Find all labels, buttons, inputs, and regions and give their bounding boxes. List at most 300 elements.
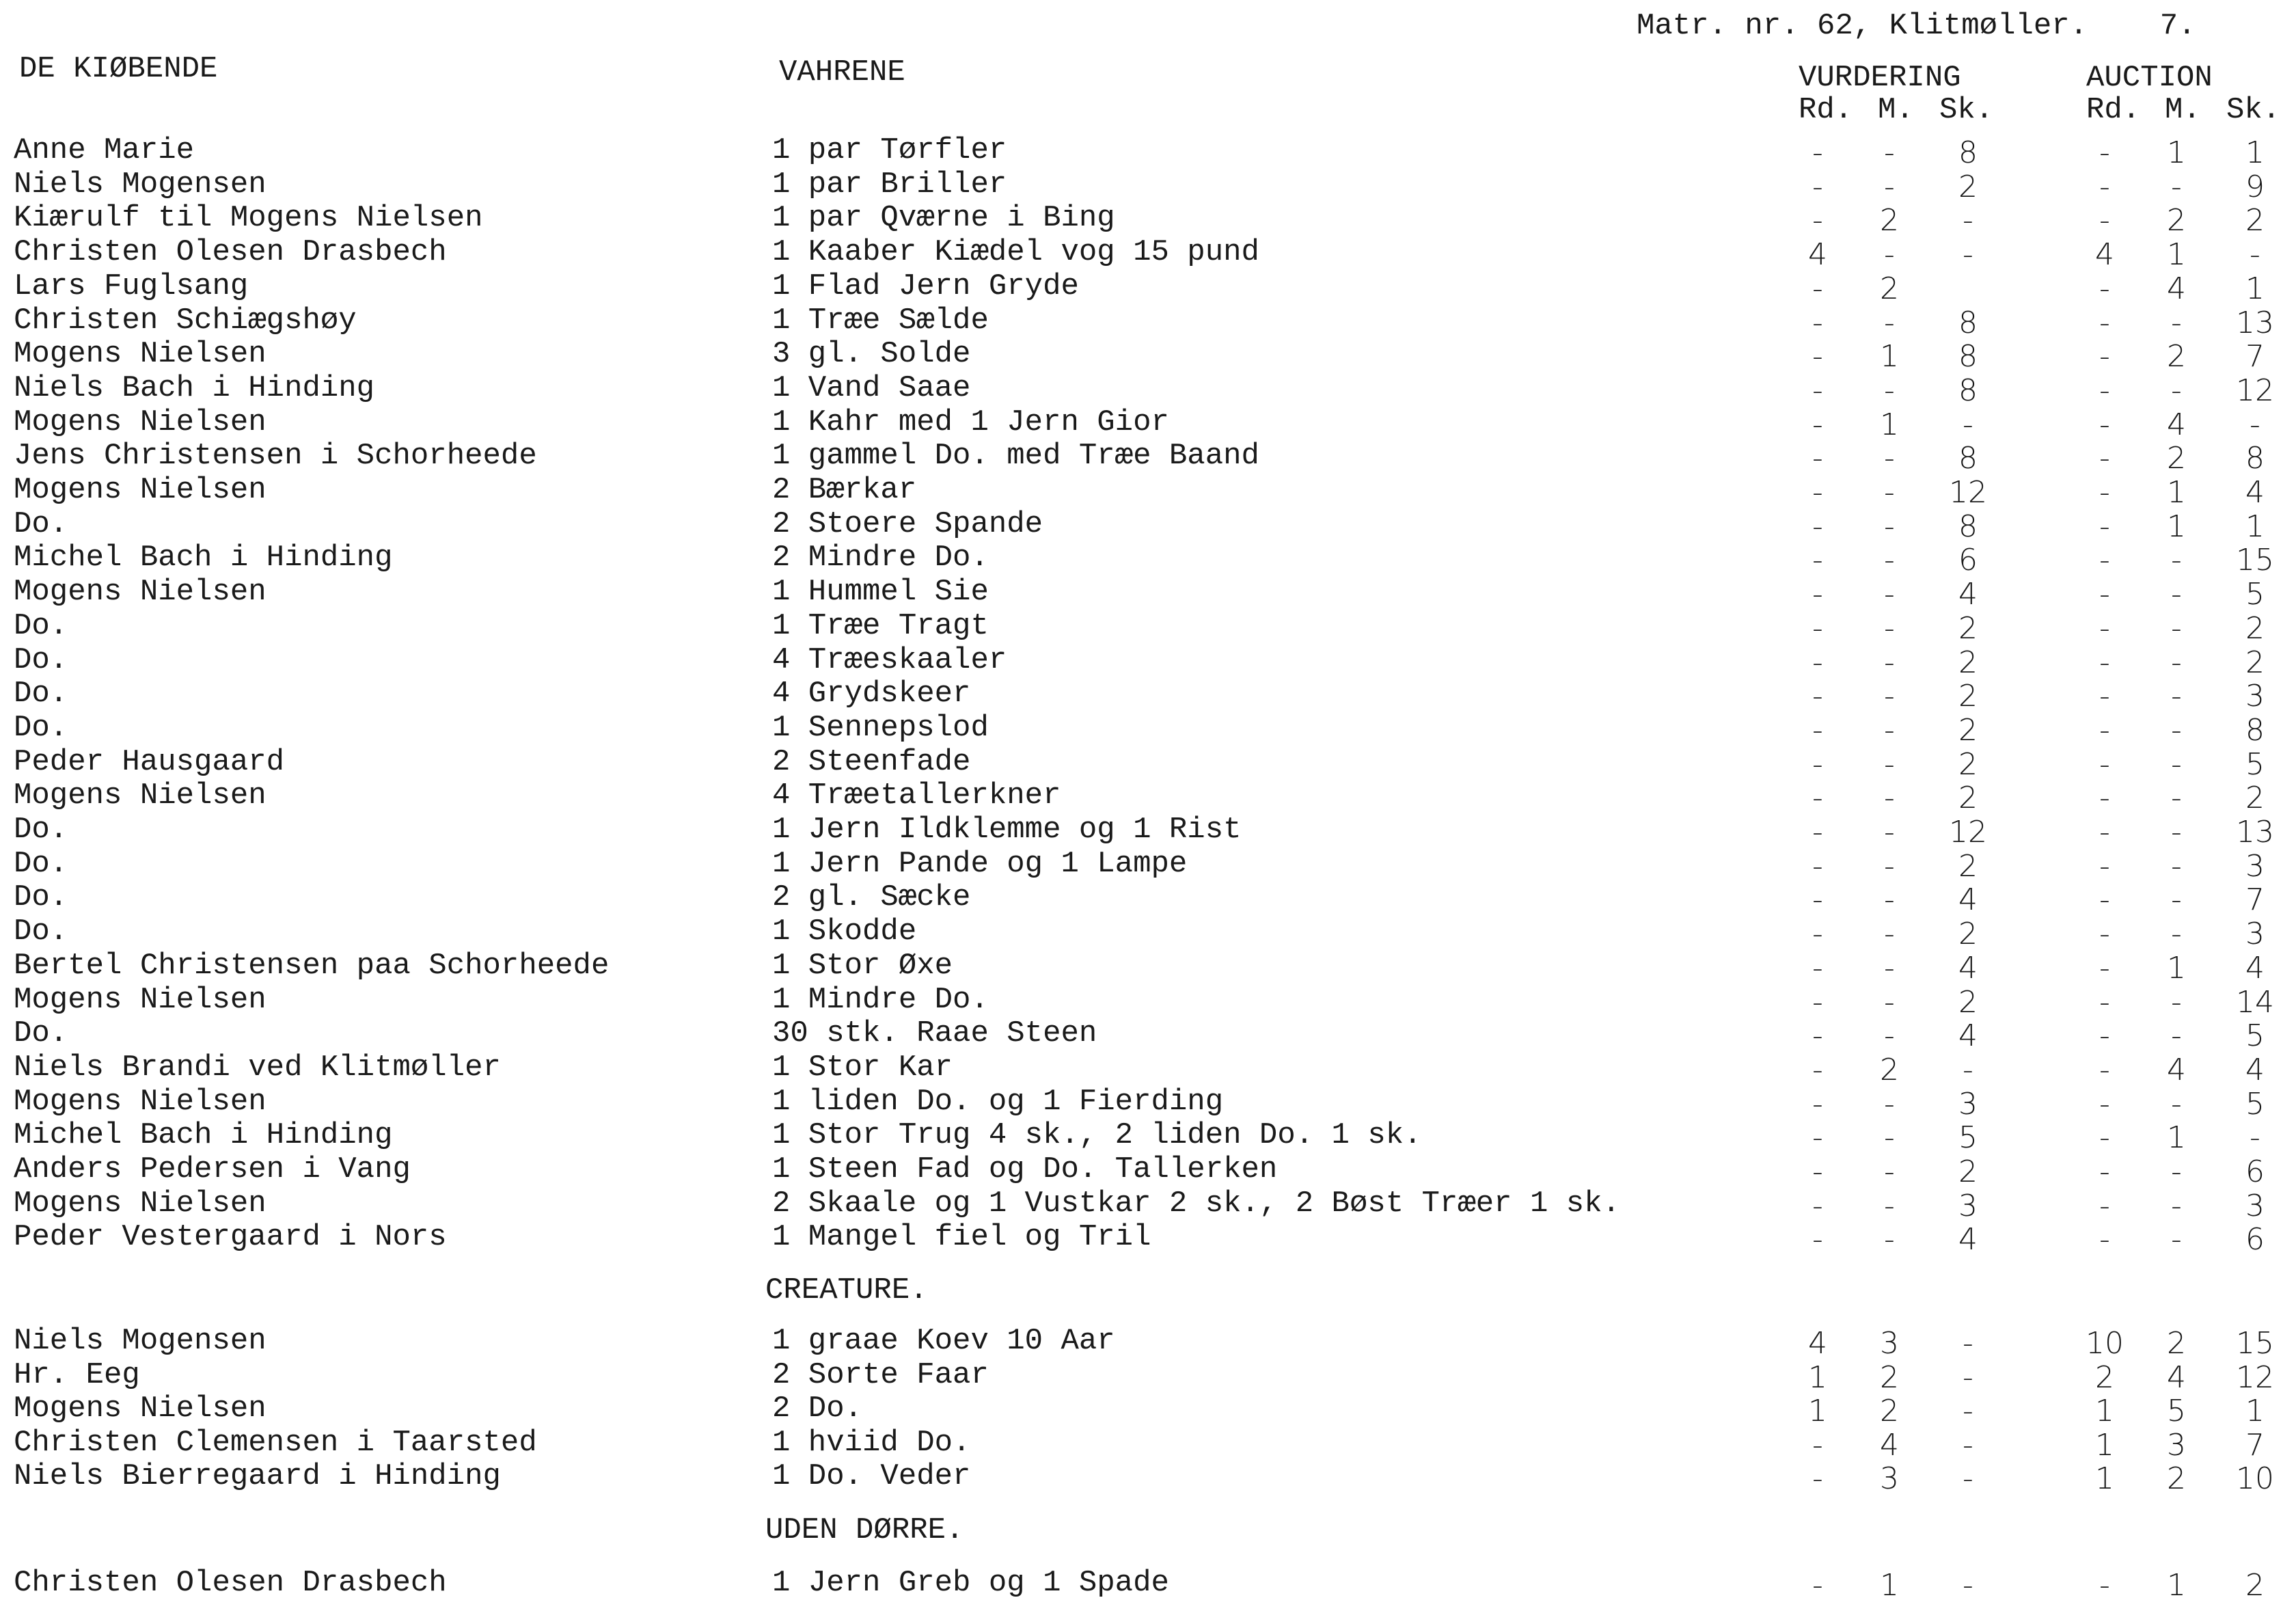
auction-rd-value: - (2099, 848, 2110, 884)
auction-m-value: 1 (2167, 509, 2186, 544)
auction-m-value: 1 (2167, 1568, 2186, 1603)
buyer-name: Niels Mogensen (14, 1324, 266, 1358)
valuation-sk-value: - (1963, 1461, 1973, 1496)
buyer-name: Mogens Nielsen (14, 575, 266, 610)
valuation-sk-value: 12 (1949, 475, 1987, 510)
auction-m-value: 4 (2167, 1359, 2186, 1395)
auction-m-value: - (2171, 543, 2182, 578)
valuation-m-value: - (1884, 645, 1895, 680)
valuation-m-value: - (1884, 1120, 1895, 1156)
valuation-m-value: - (1884, 305, 1895, 340)
valuation-rd-value: - (1812, 984, 1823, 1020)
buyer-name: Do. (14, 846, 68, 881)
valuation-m-value: 1 (1880, 407, 1899, 442)
valuation-sk-value: 2 (1958, 848, 1978, 884)
goods-item: 2 Steenfade (772, 744, 971, 779)
buyer-name: Hr. Eeg (14, 1357, 140, 1392)
auction-sk-value: 1 (2245, 135, 2265, 170)
goods-item: 2 Skaale og 1 Vustkar 2 sk., 2 Bøst Træer 1 sk. (772, 1186, 1621, 1221)
valuation-sk-value: 4 (1958, 950, 1978, 986)
buyer-name: Lars Fuglsang (14, 269, 249, 303)
goods-item: 1 par Qværne i Bing (772, 201, 1115, 236)
auction-rd-value: - (2099, 1188, 2110, 1223)
valuation-m-value: - (1884, 1018, 1895, 1054)
valuation-rd-value: - (1812, 1086, 1823, 1122)
auction-rd-value: - (2099, 815, 2110, 850)
auction-rd-value: - (2099, 1568, 2110, 1603)
auction-m-value: - (2171, 848, 2182, 884)
valuation-m-value: - (1884, 475, 1895, 510)
auction-rd-value: - (2099, 746, 2110, 782)
buyer-name: Peder Hausgaard (14, 744, 285, 779)
goods-item: 1 Træe Tragt (772, 608, 989, 643)
auction-sk-value: 7 (2245, 339, 2265, 375)
auction-rd-value: - (2099, 169, 2110, 204)
auction-rd-value: - (2099, 1154, 2110, 1189)
auction-rd-value: - (2099, 984, 2110, 1020)
valuation-rd-value: - (1812, 1120, 1823, 1156)
valuation-m-value: 2 (1880, 1394, 1899, 1428)
buyer-name: Niels Mogensen (14, 167, 266, 202)
auction-sk-value: 8 (2245, 712, 2265, 748)
auction-m-value: - (2171, 917, 2182, 952)
valuation-rd-value: - (1812, 746, 1823, 782)
buyer-name: Peder Vestergaard i Nors (14, 1220, 447, 1255)
goods-item: 1 par Tørfler (772, 133, 1007, 167)
auction-rd-value: - (2099, 407, 2110, 442)
buyer-name: Mogens Nielsen (14, 1186, 266, 1221)
auction-sk-value: 12 (2236, 372, 2274, 408)
goods-item: 1 Steen Fad og Do. Tallerken (772, 1152, 1278, 1187)
valuation-sk-value: 2 (1958, 679, 1978, 714)
auction-sk-value: 12 (2236, 1359, 2274, 1395)
buyer-name: Mogens Nielsen (14, 337, 266, 372)
buyer-name: Niels Bach i Hinding (14, 370, 375, 405)
auction-rd-value: - (2099, 339, 2110, 375)
auction-sk-value: 1 (2245, 1394, 2265, 1428)
auction-rd-value: - (2099, 305, 2110, 340)
buyer-name: Do. (14, 677, 68, 711)
valuation-m-value: 2 (1880, 271, 1899, 306)
goods-column-header: VAHRENE (779, 55, 905, 90)
goods-item: 1 Jern Pande og 1 Lampe (772, 846, 1188, 881)
auction-rd-value: - (2099, 610, 2110, 646)
valuation-sk-value: - (1963, 1326, 1973, 1361)
buyer-name: Christen Clemensen i Taarsted (14, 1425, 537, 1460)
goods-item: 1 Stor Kar (772, 1050, 953, 1085)
goods-item: 4 Træeskaaler (772, 642, 1007, 677)
auction-rd-value: - (2099, 1018, 2110, 1054)
valuation-m-value: 3 (1880, 1326, 1899, 1361)
valuation-m-value: 1 (1880, 1568, 1899, 1603)
subhead-val-sk: Sk. (1939, 93, 1994, 127)
valuation-sk-value: 2 (1958, 984, 1978, 1020)
goods-item: 4 Grydskeer (772, 677, 971, 711)
buyer-name: Michel Bach i Hinding (14, 541, 393, 575)
auction-rd-value: 4 (2095, 237, 2114, 273)
valuation-m-value: - (1884, 1222, 1895, 1258)
auction-m-value: - (2171, 610, 2182, 646)
valuation-sk-value: - (1963, 1427, 1973, 1463)
goods-item: 1 Jern Greb og 1 Spade (772, 1566, 1169, 1600)
valuation-m-value: - (1884, 781, 1895, 816)
auction-m-value: 1 (2167, 135, 2186, 170)
buyer-name: Do. (14, 1016, 68, 1051)
auction-m-value: 5 (2167, 1394, 2186, 1428)
valuation-m-value: 2 (1880, 1359, 1899, 1395)
auction-rd-value: - (2099, 679, 2110, 714)
auction-m-value: 3 (2167, 1427, 2186, 1463)
valuation-sk-value: 8 (1958, 509, 1978, 544)
auction-sk-value: - (2250, 1120, 2260, 1156)
valuation-sk-value: - (1963, 1394, 1973, 1428)
goods-item: 1 Sennepslod (772, 710, 989, 745)
auction-sk-value: 2 (2245, 1568, 2265, 1603)
auction-sk-value: 5 (2245, 577, 2265, 612)
valuation-sk-value: 6 (1958, 543, 1978, 578)
valuation-rd-value: - (1812, 543, 1823, 578)
auction-rd-value: 1 (2095, 1461, 2114, 1496)
auction-m-value: 2 (2167, 339, 2186, 375)
valuation-sk-value: - (1963, 203, 1973, 239)
goods-item: 2 Mindre Do. (772, 541, 989, 575)
auction-m-value: 4 (2167, 407, 2186, 442)
auction-m-value: - (2171, 746, 2182, 782)
valuation-rd-value: - (1812, 339, 1823, 375)
auction-rd-value: - (2099, 917, 2110, 952)
auction-rd-value: - (2099, 712, 2110, 748)
buyer-name: Christen Schiægshøy (14, 303, 357, 338)
valuation-sk-value: 3 (1958, 1086, 1978, 1122)
auction-sk-value: 7 (2245, 1427, 2265, 1463)
auction-sk-value: 5 (2245, 1018, 2265, 1054)
auction-sk-value: 8 (2245, 441, 2265, 476)
auction-sk-value: 7 (2245, 882, 2265, 918)
auction-m-value: 1 (2167, 237, 2186, 273)
valuation-sk-value: 2 (1958, 169, 1978, 204)
valuation-sk-value: 2 (1958, 746, 1978, 782)
valuation-m-value: - (1884, 543, 1895, 578)
auction-rd-value: 10 (2086, 1326, 2124, 1361)
valuation-sk-value: 2 (1958, 781, 1978, 816)
auction-rd-value: - (2099, 1222, 2110, 1258)
buyer-name: Mogens Nielsen (14, 1084, 266, 1119)
auction-sk-value: 6 (2245, 1154, 2265, 1189)
buyer-name: Do. (14, 914, 68, 949)
auction-sk-value: 2 (2245, 610, 2265, 646)
goods-item: 1 Jern Ildklemme og 1 Rist (772, 813, 1242, 847)
valuation-rd-value: - (1812, 882, 1823, 918)
auction-sk-value: 10 (2236, 1461, 2274, 1496)
valuation-m-value: - (1884, 237, 1895, 273)
auction-m-value: - (2171, 815, 2182, 850)
auction-rd-value: 1 (2095, 1394, 2114, 1428)
auction-sk-value: - (2250, 237, 2260, 273)
auction-m-value: - (2171, 1154, 2182, 1189)
buyer-name: Mogens Nielsen (14, 405, 266, 439)
valuation-m-value: 3 (1880, 1461, 1899, 1496)
auction-rd-value: - (2099, 882, 2110, 918)
goods-item: 1 Kaaber Kiædel vog 15 pund (772, 235, 1259, 270)
valuation-sk-value: 4 (1958, 577, 1978, 612)
auction-m-value: 4 (2167, 271, 2186, 306)
goods-item: 2 Stoere Spande (772, 506, 1043, 541)
valuation-rd-value: - (1812, 645, 1823, 680)
buyer-name: Michel Bach i Hinding (14, 1118, 393, 1153)
goods-item: 1 par Briller (772, 167, 1007, 202)
buyer-name: Do. (14, 608, 68, 643)
valuation-rd-value: - (1812, 305, 1823, 340)
auction-m-value: 2 (2167, 1326, 2186, 1361)
auction-m-value: - (2171, 645, 2182, 680)
goods-item: 2 Sorte Faar (772, 1357, 989, 1392)
valuation-m-value: - (1884, 679, 1895, 714)
auction-m-value: - (2171, 577, 2182, 612)
section-title-uden-dorre: UDEN DØRRE. (765, 1513, 964, 1547)
goods-item: 1 Do. Veder (772, 1459, 971, 1493)
auction-column-header: AUCTION (2086, 61, 2213, 95)
valuation-rd-value: - (1812, 1188, 1823, 1223)
valuation-rd-value: - (1812, 1018, 1823, 1054)
auction-rd-value: - (2099, 372, 2110, 408)
valuation-m-value: - (1884, 372, 1895, 408)
buyers-column-header: DE KIØBENDE (19, 52, 218, 86)
goods-item: 1 Stor Trug 4 sk., 2 liden Do. 1 sk. (772, 1118, 1422, 1153)
valuation-rd-value: - (1812, 1427, 1823, 1463)
auction-rd-value: - (2099, 475, 2110, 510)
auction-rd-value: - (2099, 1120, 2110, 1156)
valuation-m-value: - (1884, 712, 1895, 748)
valuation-rd-value: - (1812, 1052, 1823, 1087)
valuation-sk-value: 8 (1958, 339, 1978, 375)
valuation-rd-value: - (1812, 475, 1823, 510)
valuation-sk-value: 8 (1958, 305, 1978, 340)
valuation-rd-value: - (1812, 441, 1823, 476)
buyer-name: Mogens Nielsen (14, 473, 266, 507)
valuation-sk-value: 2 (1958, 917, 1978, 952)
auction-sk-value: 4 (2245, 950, 2265, 986)
valuation-m-value: - (1884, 509, 1895, 544)
auction-sk-value: 14 (2236, 984, 2274, 1020)
section-title-creature: CREATURE. (765, 1273, 928, 1307)
subhead-auc-rd: Rd. (2086, 93, 2141, 127)
auction-m-value: - (2171, 169, 2182, 204)
auction-m-value: 1 (2167, 1120, 2186, 1156)
valuation-rd-value: - (1812, 781, 1823, 816)
page-header: Matr. nr. 62, Klitmøller. 7. (1637, 9, 2196, 43)
valuation-sk-value: 4 (1958, 1018, 1978, 1054)
auction-rd-value: - (2099, 203, 2110, 239)
valuation-m-value: - (1884, 135, 1895, 170)
auction-rd-value: - (2099, 1086, 2110, 1122)
goods-item: 30 stk. Raae Steen (772, 1016, 1097, 1051)
buyer-name: Anne Marie (14, 133, 195, 167)
valuation-sk-value: 2 (1958, 1154, 1978, 1189)
goods-item: 3 gl. Solde (772, 337, 971, 372)
buyer-name: Niels Bierregaard i Hinding (14, 1459, 501, 1493)
auction-m-value: - (2171, 372, 2182, 408)
valuation-sk-value: 12 (1949, 815, 1987, 850)
auction-sk-value: 4 (2245, 475, 2265, 510)
subhead-val-rd: Rd. (1799, 93, 1853, 127)
goods-item: 1 hviid Do. (772, 1425, 971, 1460)
valuation-m-value: 2 (1880, 1052, 1899, 1087)
auction-rd-value: 2 (2095, 1359, 2114, 1395)
valuation-sk-value: 2 (1958, 712, 1978, 748)
valuation-column-header: VURDERING (1799, 61, 1961, 95)
valuation-rd-value: - (1812, 1461, 1823, 1496)
buyer-name: Kiærulf til Mogens Nielsen (14, 201, 483, 236)
auction-sk-value: 9 (2245, 169, 2265, 204)
valuation-sk-value: - (1963, 237, 1973, 273)
auction-m-value: - (2171, 1222, 2182, 1258)
auction-m-value: 4 (2167, 1052, 2186, 1087)
valuation-rd-value: - (1812, 135, 1823, 170)
goods-item: 2 gl. Sæcke (772, 880, 971, 915)
buyer-name: Do. (14, 880, 68, 915)
auction-m-value: - (2171, 1018, 2182, 1054)
goods-item: 1 liden Do. og 1 Fierding (772, 1084, 1224, 1119)
valuation-rd-value: - (1812, 372, 1823, 408)
valuation-rd-value: - (1812, 169, 1823, 204)
valuation-rd-value: - (1812, 610, 1823, 646)
valuation-sk-value: 8 (1958, 135, 1978, 170)
buyer-name: Do. (14, 506, 68, 541)
buyer-name: Anders Pedersen i Vang (14, 1152, 411, 1187)
buyer-name: Mogens Nielsen (14, 778, 266, 813)
valuation-sk-value: 2 (1958, 645, 1978, 680)
auction-sk-value: 15 (2236, 543, 2274, 578)
valuation-m-value: - (1884, 577, 1895, 612)
auction-rd-value: - (2099, 509, 2110, 544)
auction-sk-value: 3 (2245, 1188, 2265, 1223)
auction-rd-value: - (2099, 781, 2110, 816)
auction-rd-value: - (2099, 135, 2110, 170)
valuation-sk-value: 2 (1958, 610, 1978, 646)
valuation-rd-value: - (1812, 407, 1823, 442)
goods-item: 1 graae Koev 10 Aar (772, 1324, 1115, 1358)
valuation-m-value: - (1884, 984, 1895, 1020)
valuation-m-value: - (1884, 441, 1895, 476)
goods-item: 1 Mindre Do. (772, 982, 989, 1017)
auction-m-value: 2 (2167, 441, 2186, 476)
valuation-m-value: - (1884, 815, 1895, 850)
valuation-m-value: - (1884, 917, 1895, 952)
valuation-rd-value: - (1812, 1568, 1823, 1603)
auction-sk-value: 5 (2245, 1086, 2265, 1122)
buyer-name: Do. (14, 642, 68, 677)
auction-rd-value: - (2099, 1052, 2110, 1087)
valuation-sk-value: - (1963, 407, 1973, 442)
valuation-m-value: - (1884, 882, 1895, 918)
buyer-name: Do. (14, 710, 68, 745)
goods-item: 2 Bærkar (772, 473, 917, 507)
auction-m-value: - (2171, 679, 2182, 714)
valuation-m-value: - (1884, 1188, 1895, 1223)
auction-rd-value: - (2099, 577, 2110, 612)
valuation-rd-value: - (1812, 271, 1823, 306)
valuation-sk-value: - (1963, 1568, 1973, 1603)
buyer-name: Bertel Christensen paa Schorheede (14, 948, 610, 983)
auction-m-value: - (2171, 1086, 2182, 1122)
auction-rd-value: - (2099, 950, 2110, 986)
auction-rd-value: - (2099, 645, 2110, 680)
valuation-m-value: - (1884, 950, 1895, 986)
valuation-m-value: - (1884, 169, 1895, 204)
valuation-sk-value: 4 (1958, 1222, 1978, 1258)
valuation-rd-value: - (1812, 848, 1823, 884)
valuation-m-value: - (1884, 746, 1895, 782)
auction-sk-value: 2 (2245, 203, 2265, 239)
goods-item: 1 Vand Saae (772, 370, 971, 405)
auction-sk-value: 3 (2245, 848, 2265, 884)
goods-item: 1 Stor Øxe (772, 948, 953, 983)
valuation-sk-value: 8 (1958, 372, 1978, 408)
auction-m-value: - (2171, 984, 2182, 1020)
goods-item: 2 Do. (772, 1392, 863, 1426)
auction-rd-value: - (2099, 271, 2110, 306)
auction-sk-value: 2 (2245, 781, 2265, 816)
buyer-name: Jens Christensen i Schorheede (14, 439, 537, 474)
auction-sk-value: 13 (2236, 305, 2274, 340)
valuation-sk-value: 4 (1958, 882, 1978, 918)
goods-item: 1 Hummel Sie (772, 575, 989, 610)
valuation-m-value: - (1884, 848, 1895, 884)
goods-item: 1 Kahr med 1 Jern Gior (772, 405, 1169, 439)
auction-m-value: - (2171, 781, 2182, 816)
goods-item: 1 Mangel fiel og Tril (772, 1220, 1151, 1255)
goods-item: 1 Træe Sælde (772, 303, 989, 338)
auction-sk-value: 6 (2245, 1222, 2265, 1258)
auction-sk-value: 5 (2245, 746, 2265, 782)
auction-m-value: - (2171, 1188, 2182, 1223)
valuation-rd-value: - (1812, 203, 1823, 239)
auction-m-value: 2 (2167, 203, 2186, 239)
valuation-sk-value: - (1963, 1052, 1973, 1087)
valuation-m-value: 1 (1880, 339, 1899, 375)
valuation-m-value: - (1884, 1086, 1895, 1122)
subhead-auc-sk: Sk. (2226, 93, 2281, 127)
goods-item: 1 Skodde (772, 914, 917, 949)
auction-sk-value: 2 (2245, 645, 2265, 680)
auction-m-value: - (2171, 305, 2182, 340)
valuation-rd-value: - (1812, 712, 1823, 748)
valuation-m-value: 4 (1880, 1427, 1899, 1463)
auction-sk-value: 4 (2245, 1052, 2265, 1087)
goods-item: 4 Træetallerkner (772, 778, 1061, 813)
auction-sk-value: 13 (2236, 815, 2274, 850)
valuation-rd-value: - (1812, 509, 1823, 544)
valuation-sk-value: 5 (1958, 1120, 1978, 1156)
buyer-name: Mogens Nielsen (14, 1392, 266, 1426)
auction-sk-value: 3 (2245, 917, 2265, 952)
valuation-rd-value: - (1812, 917, 1823, 952)
auction-m-value: - (2171, 882, 2182, 918)
auction-rd-value: - (2099, 441, 2110, 476)
subhead-auc-m: M. (2165, 93, 2201, 127)
valuation-rd-value: 1 (1808, 1359, 1827, 1395)
auction-m-value: 1 (2167, 475, 2186, 510)
valuation-rd-value: 4 (1808, 237, 1827, 273)
valuation-rd-value: 1 (1808, 1394, 1827, 1428)
buyer-name: Christen Olesen Drasbech (14, 1566, 447, 1600)
valuation-rd-value: - (1812, 577, 1823, 612)
auction-m-value: 1 (2167, 950, 2186, 986)
valuation-rd-value: 4 (1808, 1326, 1827, 1361)
valuation-sk-value: - (1963, 1359, 1973, 1395)
auction-rd-value: - (2099, 543, 2110, 578)
auction-sk-value: 3 (2245, 679, 2265, 714)
